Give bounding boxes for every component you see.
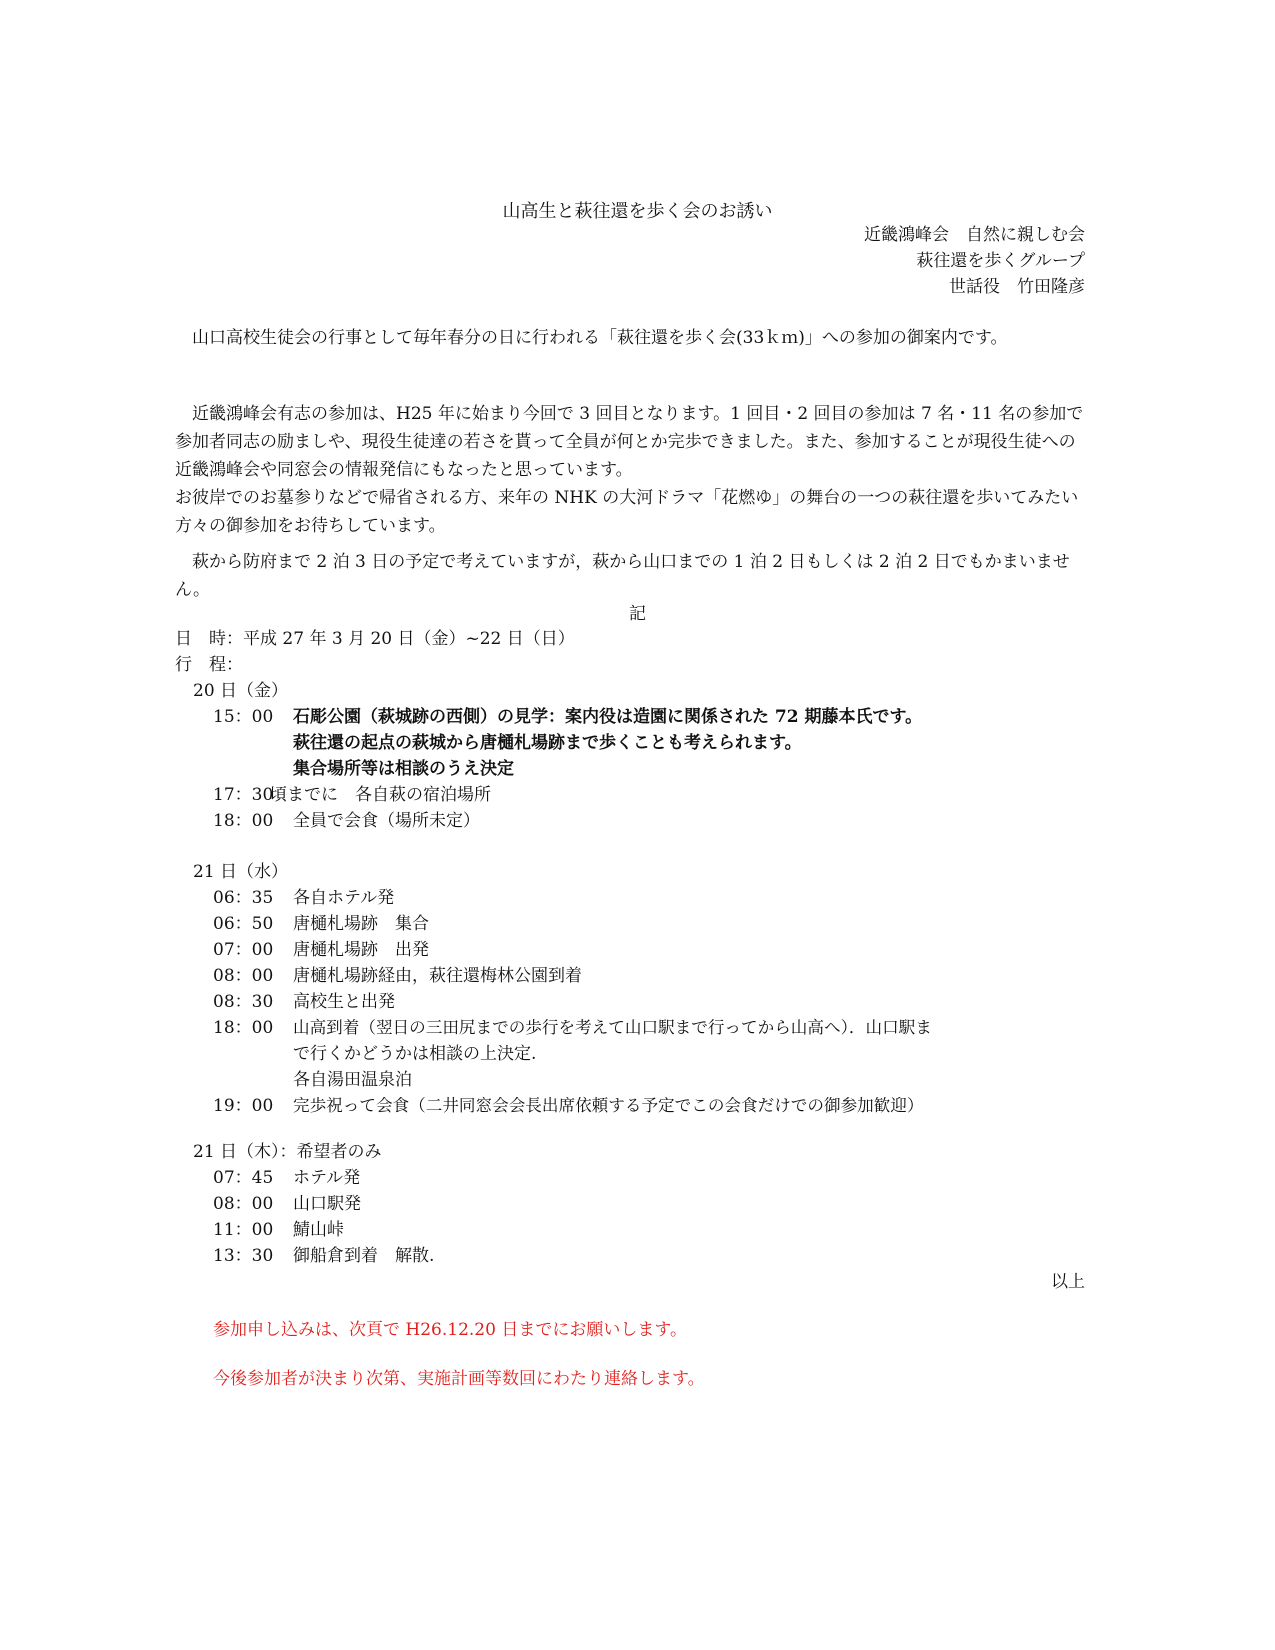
day2-time: 07：00 xyxy=(213,940,274,960)
day2-item: 各自湯田温泉泊 xyxy=(293,1070,412,1090)
day2-time: 08：00 xyxy=(213,966,274,986)
day2-item: 完歩祝って会食（二井同窓会会長出席依頼する予定でこの会食だけでの御参加歓迎） xyxy=(293,1096,924,1115)
day1-time: 15：00 xyxy=(213,707,274,727)
day2-item: 唐樋札場跡経由，萩往還梅林公園到着 xyxy=(293,966,582,986)
day3-header: 21 日（木）：希望者のみ xyxy=(193,1142,382,1162)
day2-item: 高校生と出発 xyxy=(293,992,395,1012)
day2-time: 06：50 xyxy=(213,914,274,934)
day3-item: 山口駅発 xyxy=(293,1194,361,1214)
intro-paragraph: 山口高校生徒会の行事として毎年春分の日に行われる「萩往還を歩く会(33ｋｍ)」への参加の御案内です。 xyxy=(175,328,1008,348)
day3-time: 11：00 xyxy=(213,1220,274,1240)
day3-item: 鯖山峠 xyxy=(293,1220,344,1240)
day3-item: 御船倉到着 解散. xyxy=(293,1246,435,1266)
day1-item: 集合場所等は相談のうえ決定 xyxy=(293,759,514,779)
day1-item: 頃までに 各自萩の宿泊場所 xyxy=(270,785,491,805)
date-value: 平成 27 年 3 月 20 日（金）~22 日（日） xyxy=(243,629,575,649)
day3-time: 13：30 xyxy=(213,1246,274,1266)
org-name: 近畿鴻峰会 自然に親しむ会 xyxy=(864,225,1085,245)
day1-item: 石彫公園（萩城跡の西側）の見学：案内役は造園に関係された 72 期藤本氏です。 xyxy=(293,707,923,727)
day1-time: 17：30 xyxy=(213,785,274,805)
day3-time: 07：45 xyxy=(213,1168,274,1188)
history-paragraph: 近畿鴻峰会有志の参加は、H25 年に始まり今回で 3 回目となります。1 回目・2 回目の参加は 7 名・11 名の参加で参加者同志の励ましや、現役生徒達の若さを貰って全員が何とか完歩できました。また、参加することが現役生徒への近畿鴻峰会や同窓会の情報発信にもなったと思っています。 xyxy=(175,404,1084,480)
day2-time: 19：00 xyxy=(213,1096,274,1116)
application-deadline-notice: 参加申し込みは、次頁で H26.12.20 日までにお願いします。 xyxy=(213,1320,687,1340)
date-line xyxy=(175,626,575,652)
day2-item: で行くかどうかは相談の上決定. xyxy=(293,1044,537,1064)
day2-time: 18：00 xyxy=(213,1018,274,1038)
contact-notice: 今後参加者が決まり次第、実施計画等数回にわたり連絡します。 xyxy=(213,1369,705,1389)
day2-item: 唐樋札場跡 集合 xyxy=(293,914,429,934)
day3-time: 08：00 xyxy=(213,1194,274,1214)
day1-time: 18：00 xyxy=(213,811,274,831)
day2-time: 06：35 xyxy=(213,888,274,908)
closing-ijo: 以上 xyxy=(1051,1272,1085,1292)
itinerary-label: 行 程： xyxy=(175,655,243,675)
document-title: 山高生と萩往還を歩く会のお誘い xyxy=(502,201,773,222)
day1-item: 全員で会食（場所未定） xyxy=(293,811,480,831)
group-name: 萩往還を歩くグループ xyxy=(916,251,1085,271)
day2-item: 山高到着（翌日の三田尻までの歩行を考えて山口駅まで行ってから山高へ）．山口駅ま xyxy=(293,1018,932,1037)
day1-item: 萩往還の起点の萩城から唐樋札場跡まで歩くことも考えられます。 xyxy=(293,733,802,753)
day2-item: 唐樋札場跡 出発 xyxy=(293,940,429,960)
day3-item: ホテル発 xyxy=(293,1168,361,1188)
day1-header: 20 日（金） xyxy=(193,681,289,701)
ki-heading: 記 xyxy=(629,604,646,624)
day2-item: 各自ホテル発 xyxy=(293,888,395,908)
schedule-option-paragraph: 萩から防府まで 2 泊 3 日の予定で考えていますが，萩から山口までの 1 泊 2 日もしくは 2 泊 2 日でもかまいません。 xyxy=(175,552,1070,600)
day2-header: 21 日（水） xyxy=(193,862,289,882)
organizer-name: 世話役 竹田隆彦 xyxy=(949,277,1085,297)
invitation-paragraph: お彼岸でのお墓参りなどで帰省される方、来年の NHK の大河ドラマ「花燃ゆ」の舞台の一つの萩往還を歩いてみたい方々の御参加をお待ちしています。 xyxy=(175,488,1079,536)
date-label: 日 時： xyxy=(175,629,243,649)
day2-time: 08：30 xyxy=(213,992,274,1012)
